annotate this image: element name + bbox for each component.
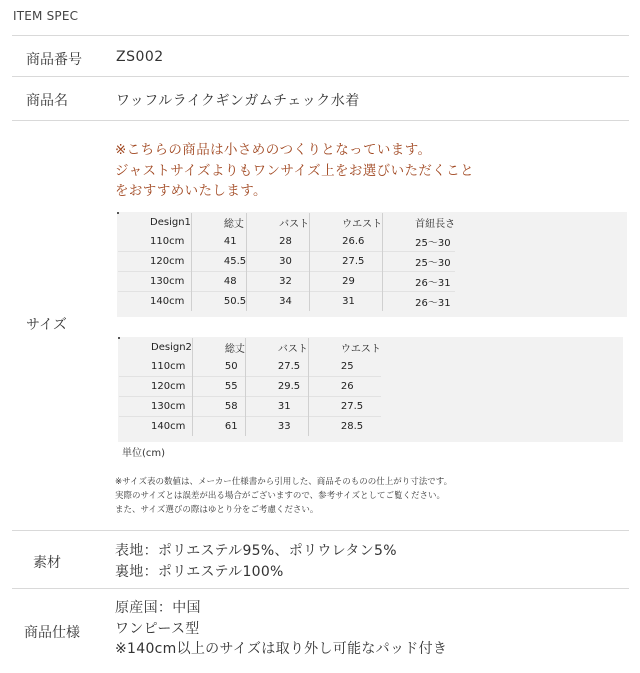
table-cell: 26.6 bbox=[310, 232, 383, 252]
divider bbox=[12, 35, 629, 36]
table-cell: 31 bbox=[245, 397, 308, 417]
table-header-cell: Design1 bbox=[150, 217, 191, 228]
material-line: 裏地：ポリエステル100% bbox=[115, 563, 284, 580]
table-header-cell: 総丈 bbox=[191, 213, 246, 232]
product-name-label: 商品名 bbox=[26, 93, 68, 109]
table-row bbox=[119, 377, 381, 397]
table-cell: 33 bbox=[245, 417, 308, 437]
table-cell: 26 bbox=[308, 377, 381, 397]
divider bbox=[12, 588, 629, 589]
table-cell: 30 bbox=[247, 252, 310, 272]
table-cell: 120cm bbox=[150, 256, 185, 267]
table-cell: 45.5 bbox=[191, 252, 246, 272]
table-cell: 120cm bbox=[151, 381, 186, 392]
product-name-value: ワッフルライクギンガムチェック水着 bbox=[116, 93, 360, 109]
table-cell: 27.5 bbox=[245, 357, 308, 377]
spec-line: 原産国：中国 bbox=[115, 600, 201, 616]
product-number-label: 商品番号 bbox=[26, 52, 82, 68]
table-cell: 26〜31 bbox=[383, 292, 456, 312]
table-header-cell: バスト bbox=[247, 213, 310, 232]
table-cell: 140cm bbox=[151, 421, 186, 432]
table-cell: 61 bbox=[192, 417, 245, 437]
size-table-design2 bbox=[118, 337, 381, 432]
divider bbox=[12, 530, 629, 531]
table-row bbox=[118, 292, 455, 312]
table-header-cell: ウエスト bbox=[310, 213, 383, 232]
size-label: サイズ bbox=[26, 317, 67, 333]
page-title: ITEM SPEC bbox=[13, 9, 79, 23]
spec-line: ワンピース型 bbox=[115, 620, 200, 637]
table-cell: 140cm bbox=[150, 296, 185, 307]
table-row bbox=[119, 417, 381, 437]
unit-label: 単位(cm) bbox=[122, 448, 166, 459]
divider bbox=[12, 76, 629, 77]
table-cell: 26〜31 bbox=[383, 272, 456, 292]
table-cell: 27.5 bbox=[310, 252, 383, 272]
table-row bbox=[119, 397, 381, 417]
table-cell: 25〜30 bbox=[383, 252, 456, 272]
size-table-design1 bbox=[117, 212, 456, 309]
table-header-row bbox=[118, 213, 455, 232]
notice-line: ジャストサイズよりもワンサイズ上をお選びいただくこと bbox=[115, 162, 474, 179]
table-cell: 55 bbox=[192, 377, 245, 397]
table-cell: 29.5 bbox=[245, 377, 308, 397]
table-row bbox=[119, 357, 381, 377]
table-cell: 25〜30 bbox=[383, 232, 456, 252]
table-cell: 110cm bbox=[150, 236, 185, 247]
note-line: ※サイズ表の数値は、メーカー仕様書から引用した、商品そのものの仕上がり寸法です。 bbox=[115, 477, 453, 487]
table-row bbox=[118, 272, 455, 292]
size-notes bbox=[115, 475, 452, 517]
table-cell: 50 bbox=[192, 357, 245, 377]
table-cell: 34 bbox=[247, 292, 310, 312]
table-cell: 31 bbox=[310, 292, 383, 312]
table-row bbox=[118, 232, 455, 252]
table-header-cell: バスト bbox=[245, 338, 308, 357]
table-cell: 48 bbox=[191, 272, 246, 292]
notice-line: ※こちらの商品は小さめのつくりとなっています。 bbox=[115, 142, 432, 158]
table-header-cell: ウエスト bbox=[308, 338, 381, 357]
spec-value bbox=[115, 598, 447, 660]
spec-line: ※140cm以上のサイズは取り外し可能なパッド付き bbox=[115, 641, 448, 657]
material-label: 素材 bbox=[33, 555, 61, 571]
note-line: また、サイズ選びの際はゆとり分をご考慮ください。 bbox=[115, 505, 319, 515]
size-notice bbox=[115, 140, 474, 202]
table-header-row bbox=[119, 338, 381, 357]
product-number-value: ZS002 bbox=[116, 49, 164, 65]
table-row bbox=[118, 252, 455, 272]
table-cell: 130cm bbox=[151, 401, 186, 412]
note-line: 実際のサイズとは誤差が出る場合がございますので、参考サイズとしてご覧ください。 bbox=[115, 491, 445, 501]
table-header-cell: 首紐長さ bbox=[383, 213, 456, 232]
table-cell: 28.5 bbox=[308, 417, 381, 437]
notice-line: をおすすめいたします。 bbox=[115, 183, 267, 199]
material-value bbox=[115, 541, 397, 582]
table-cell: 25 bbox=[308, 357, 381, 377]
table-header-cell: Design2 bbox=[151, 342, 192, 353]
table-cell: 27.5 bbox=[308, 397, 381, 417]
spec-label: 商品仕様 bbox=[24, 625, 80, 641]
table-header-cell: 総丈 bbox=[192, 338, 245, 357]
table-cell: 32 bbox=[247, 272, 310, 292]
table-cell: 58 bbox=[192, 397, 245, 417]
material-line: 表地：ポリエステル95%、ポリウレタン5% bbox=[115, 543, 397, 559]
table-cell: 41 bbox=[191, 232, 246, 252]
table-cell: 110cm bbox=[151, 361, 186, 372]
table-cell: 50.5 bbox=[191, 292, 246, 312]
table-cell: 28 bbox=[247, 232, 310, 252]
divider bbox=[12, 120, 629, 121]
table-cell: 130cm bbox=[150, 276, 185, 287]
table-cell: 29 bbox=[310, 272, 383, 292]
